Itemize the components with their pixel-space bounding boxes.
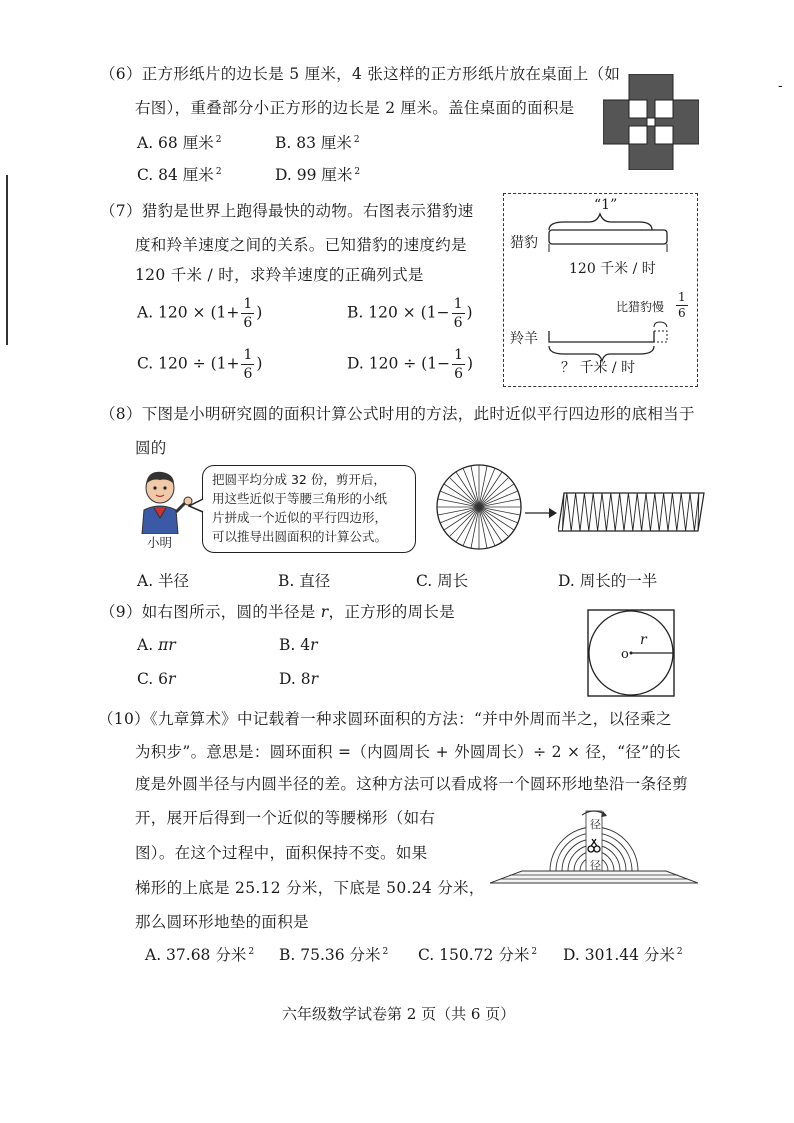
q7-option-a[interactable]: A. 120 × (1+ $\frac{1}{6}$ ) (137, 296, 263, 331)
q8-option-b[interactable]: B. 直径 (278, 572, 331, 590)
q10-line5: 图）。在这个过程中，面积保持不变。如果 (135, 844, 428, 862)
q6-line1: （6）正方形纸片的边长是 5 厘米，4 张这样的正方形纸片放在桌面上（如 (100, 65, 621, 83)
q9-fig-center-label: o (621, 647, 629, 662)
q9-option-b[interactable]: B. 4r (279, 636, 318, 654)
q6-option-c[interactable]: C. 84 厘米 $^2$ (137, 166, 222, 184)
q7-fig-antelope-speed: ？ 千米 / 时 (561, 360, 636, 376)
circle-in-square-figure (587, 609, 675, 697)
q7-fig-antelope-label: 羚羊 (510, 331, 538, 347)
q10-line7: 那么圆环形地垫的面积是 (135, 913, 309, 931)
sliced-circle-figure (434, 462, 524, 552)
q10-line6: 梯形的上底是 25.12 分米，下底是 50.24 分米， (135, 879, 485, 897)
q9-fig-radius-label: r (640, 632, 647, 648)
q7-fig-one-label: “1” (594, 197, 618, 213)
q10-line1: （10）《九章算术》中记载着一种求圆环面积的方法：“并中外周而半之，以径乘之 (98, 710, 672, 728)
parallelogram-figure (558, 489, 706, 535)
q10-fig-bottom-label: 径 (590, 859, 601, 872)
q9-option-a[interactable]: A. πr (137, 636, 176, 654)
margin-mark: - (778, 78, 783, 94)
boy-avatar (130, 468, 196, 534)
q6-option-d[interactable]: D. 99 厘米 $^2$ (275, 166, 361, 184)
q10-option-b[interactable]: B. 75.36 分米 $^2$ (279, 946, 389, 964)
q6-line2: 右图），重叠部分小正方形的边长是 2 厘米。盖住桌面的面积是 (135, 99, 575, 117)
q10-line4: 开，展开后得到一个近似的等腰梯形（如右 (135, 809, 436, 827)
q7-line1: （7）猎豹是世界上跑得最快的动物。右图表示猎豹速 (100, 202, 474, 220)
q7-fig-cheetah-speed: 120 千米 / 时 (569, 261, 656, 277)
q8-line2: 圆的 (135, 439, 167, 457)
q7-speed-figure (503, 193, 698, 387)
q7-option-d[interactable]: D. 120 ÷ (1− $\frac{1}{6}$ ) (347, 347, 474, 382)
arrow-right-icon (525, 507, 557, 519)
margin-line (6, 175, 8, 345)
q8-option-d[interactable]: D. 周长的一半 (558, 572, 658, 590)
boy-name: 小明 (147, 535, 173, 550)
q10-option-d[interactable]: D. 301.44 分米 $^2$ (563, 946, 683, 964)
q8-option-a[interactable]: A. 半径 (137, 572, 190, 590)
q9-option-c[interactable]: C. 6r (137, 670, 176, 688)
q6-option-a[interactable]: A. 68 厘米 $^2$ (137, 134, 222, 152)
q8-option-c[interactable]: C. 周长 (416, 572, 469, 590)
q7-option-c[interactable]: C. 120 ÷ (1+ $\frac{1}{6}$ ) (137, 347, 263, 382)
q7-fig-cheetah-label: 猎豹 (510, 235, 538, 251)
q6-option-b[interactable]: B. 83 厘米 $^2$ (275, 134, 360, 152)
bubble-line-2: 用这些近似于等腰三角形的小纸 (212, 491, 388, 506)
q7-line3: 120 千米 / 时，求羚羊速度的正确列式是 (135, 266, 424, 284)
q8-line1: （8）下图是小明研究圆的面积计算公式时用的方法，此时近似平行四边形的底相当于 (100, 405, 695, 423)
q10-option-c[interactable]: C. 150.72 分米 $^2$ (418, 946, 538, 964)
q10-fig-top-label: 径 (590, 818, 601, 831)
bubble-line-4: 可以推导出圆面积的计算公式。 (212, 529, 388, 544)
page-footer: 六年级数学试卷第 2 页（共 6 页） (282, 1005, 516, 1023)
q9-option-d[interactable]: D. 8r (279, 670, 319, 688)
speech-bubble-tail (188, 498, 206, 514)
q7-fig-slower-label: 比猎豹慢 (616, 300, 665, 314)
bubble-line-3: 片拼成一个近似的平行四边形， (212, 510, 388, 525)
q10-line3: 度是外圆半径与内圆半径的差。这种方法可以看成将一个圆环形地垫沿一条径剪 (135, 775, 689, 793)
q10-option-a[interactable]: A. 37.68 分米 $^2$ (145, 946, 255, 964)
q7-fig-slower-fraction: $\frac{1}{6}$ (678, 290, 686, 320)
q9-line1: （9）如右图所示，圆的半径是 r，正方形的周长是 (100, 603, 455, 621)
q6-squares-figure (603, 74, 699, 170)
bubble-line-1: 把圆平均分成 32 份，剪开后， (212, 472, 386, 487)
q7-line2: 度和羚羊速度之间的关系。已知猎豹的速度约是 (135, 236, 467, 254)
q7-option-b[interactable]: B. 120 × (1− $\frac{1}{6}$ ) (347, 296, 473, 331)
q10-line2: 为积步”。意思是：圆环面积 =（内圆周长 + 外圆周长）÷ 2 × 径，“径”的长 (135, 743, 681, 761)
